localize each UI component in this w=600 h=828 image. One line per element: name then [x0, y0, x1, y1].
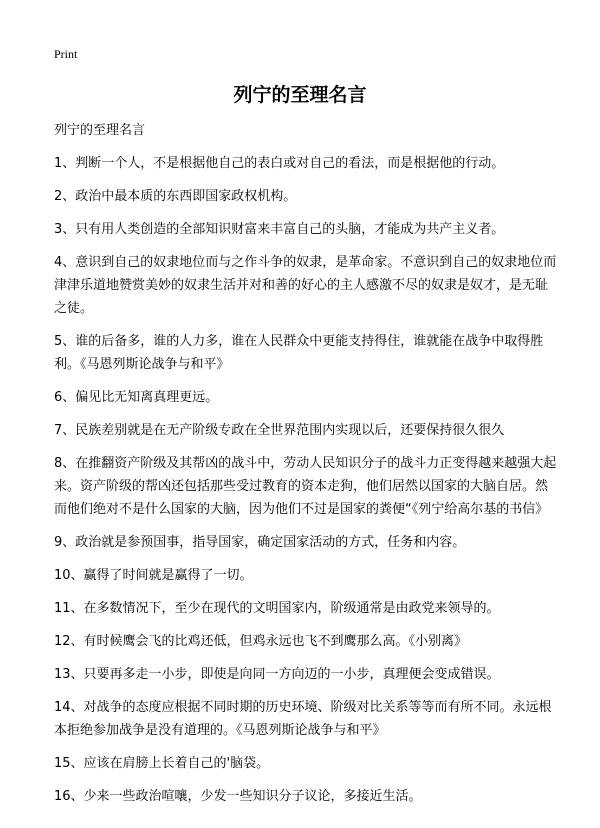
quote-item: 7、民族差别就是在无产阶级专政在全世界范围内实现以后，还要保持很久很久	[54, 423, 505, 438]
quote-item: 10、赢得了时间就是赢得了一切。	[54, 568, 253, 583]
quote-item: 2、政治中最本质的东西即国家政权机构。	[54, 189, 297, 204]
quote-item: 16、少来一些政治喧嚷，少发一些知识分子议论，多接近生活。	[54, 789, 422, 804]
quote-item: 6、偏见比无知离真理更远。	[54, 390, 219, 405]
quote-item: 4、意识到自己的奴隶地位而与之作斗争的奴隶，是革命家。不意识到自己的奴隶地位而津津乐道地赞赏美妙的奴隶生活并对和善的好心的主人感激不尽的奴隶是奴才，是无耻之徒。	[54, 255, 557, 316]
quote-item: 14、对战争的态度应根据不同时期的历史环境、阶级对比关系等等而有所不同。永远根本拒绝参加战争是没有道理的。《马恩列斯论战争与和平》	[54, 700, 552, 738]
quote-item: 1、判断一个人，不是根据他自己的表白或对自己的看法，而是根据他的行动。	[54, 156, 505, 171]
quote-item: 3、只有用人类创造的全部知识财富来丰富自己的头脑，才能成为共产主义者。	[54, 222, 505, 237]
quote-item: 12、有时候鹰会飞的比鸡还低，但鸡永远也飞不到鹰那么高。《小别离》	[54, 634, 468, 649]
quote-item: 11、在多数情况下，至少在现代的文明国家内，阶级通常是由政党来领导的。	[54, 601, 500, 616]
quote-list	[54, 119, 559, 818]
print-link[interactable]: Print	[54, 47, 78, 61]
quote-item: 9、政治就是参预国事，指导国家，确定国家活动的方式，任务和内容。	[54, 535, 466, 550]
page-title: 列宁的至理名言	[233, 84, 367, 106]
quote-item: 15、应该在肩膀上长着自己的'脑袋。	[54, 756, 270, 771]
document-subtitle: 列宁的至理名言	[54, 123, 146, 138]
quote-item: 13、只要再多走一小步，即使是向同一方向迈的一小步，真理便会变成错误。	[54, 667, 500, 682]
quote-item: 5、谁的后备多，谁的人力多，谁在人民群众中更能支持得住，谁就能在战争中取得胜利。《马恩列斯论战争与和平》	[54, 334, 544, 372]
quote-item: 8、在推翻资产阶级及其帮凶的战斗中，劳动人民知识分子的战斗力正变得越来越强大起来。资产阶级的帮凶还包括那些受过教育的资本走狗，他们居然以国家的大脑自居。然而他们绝对不是什么国家的大脑，因为他们不过是国家的粪便“《列宁给高尔基的书信》	[54, 456, 557, 517]
